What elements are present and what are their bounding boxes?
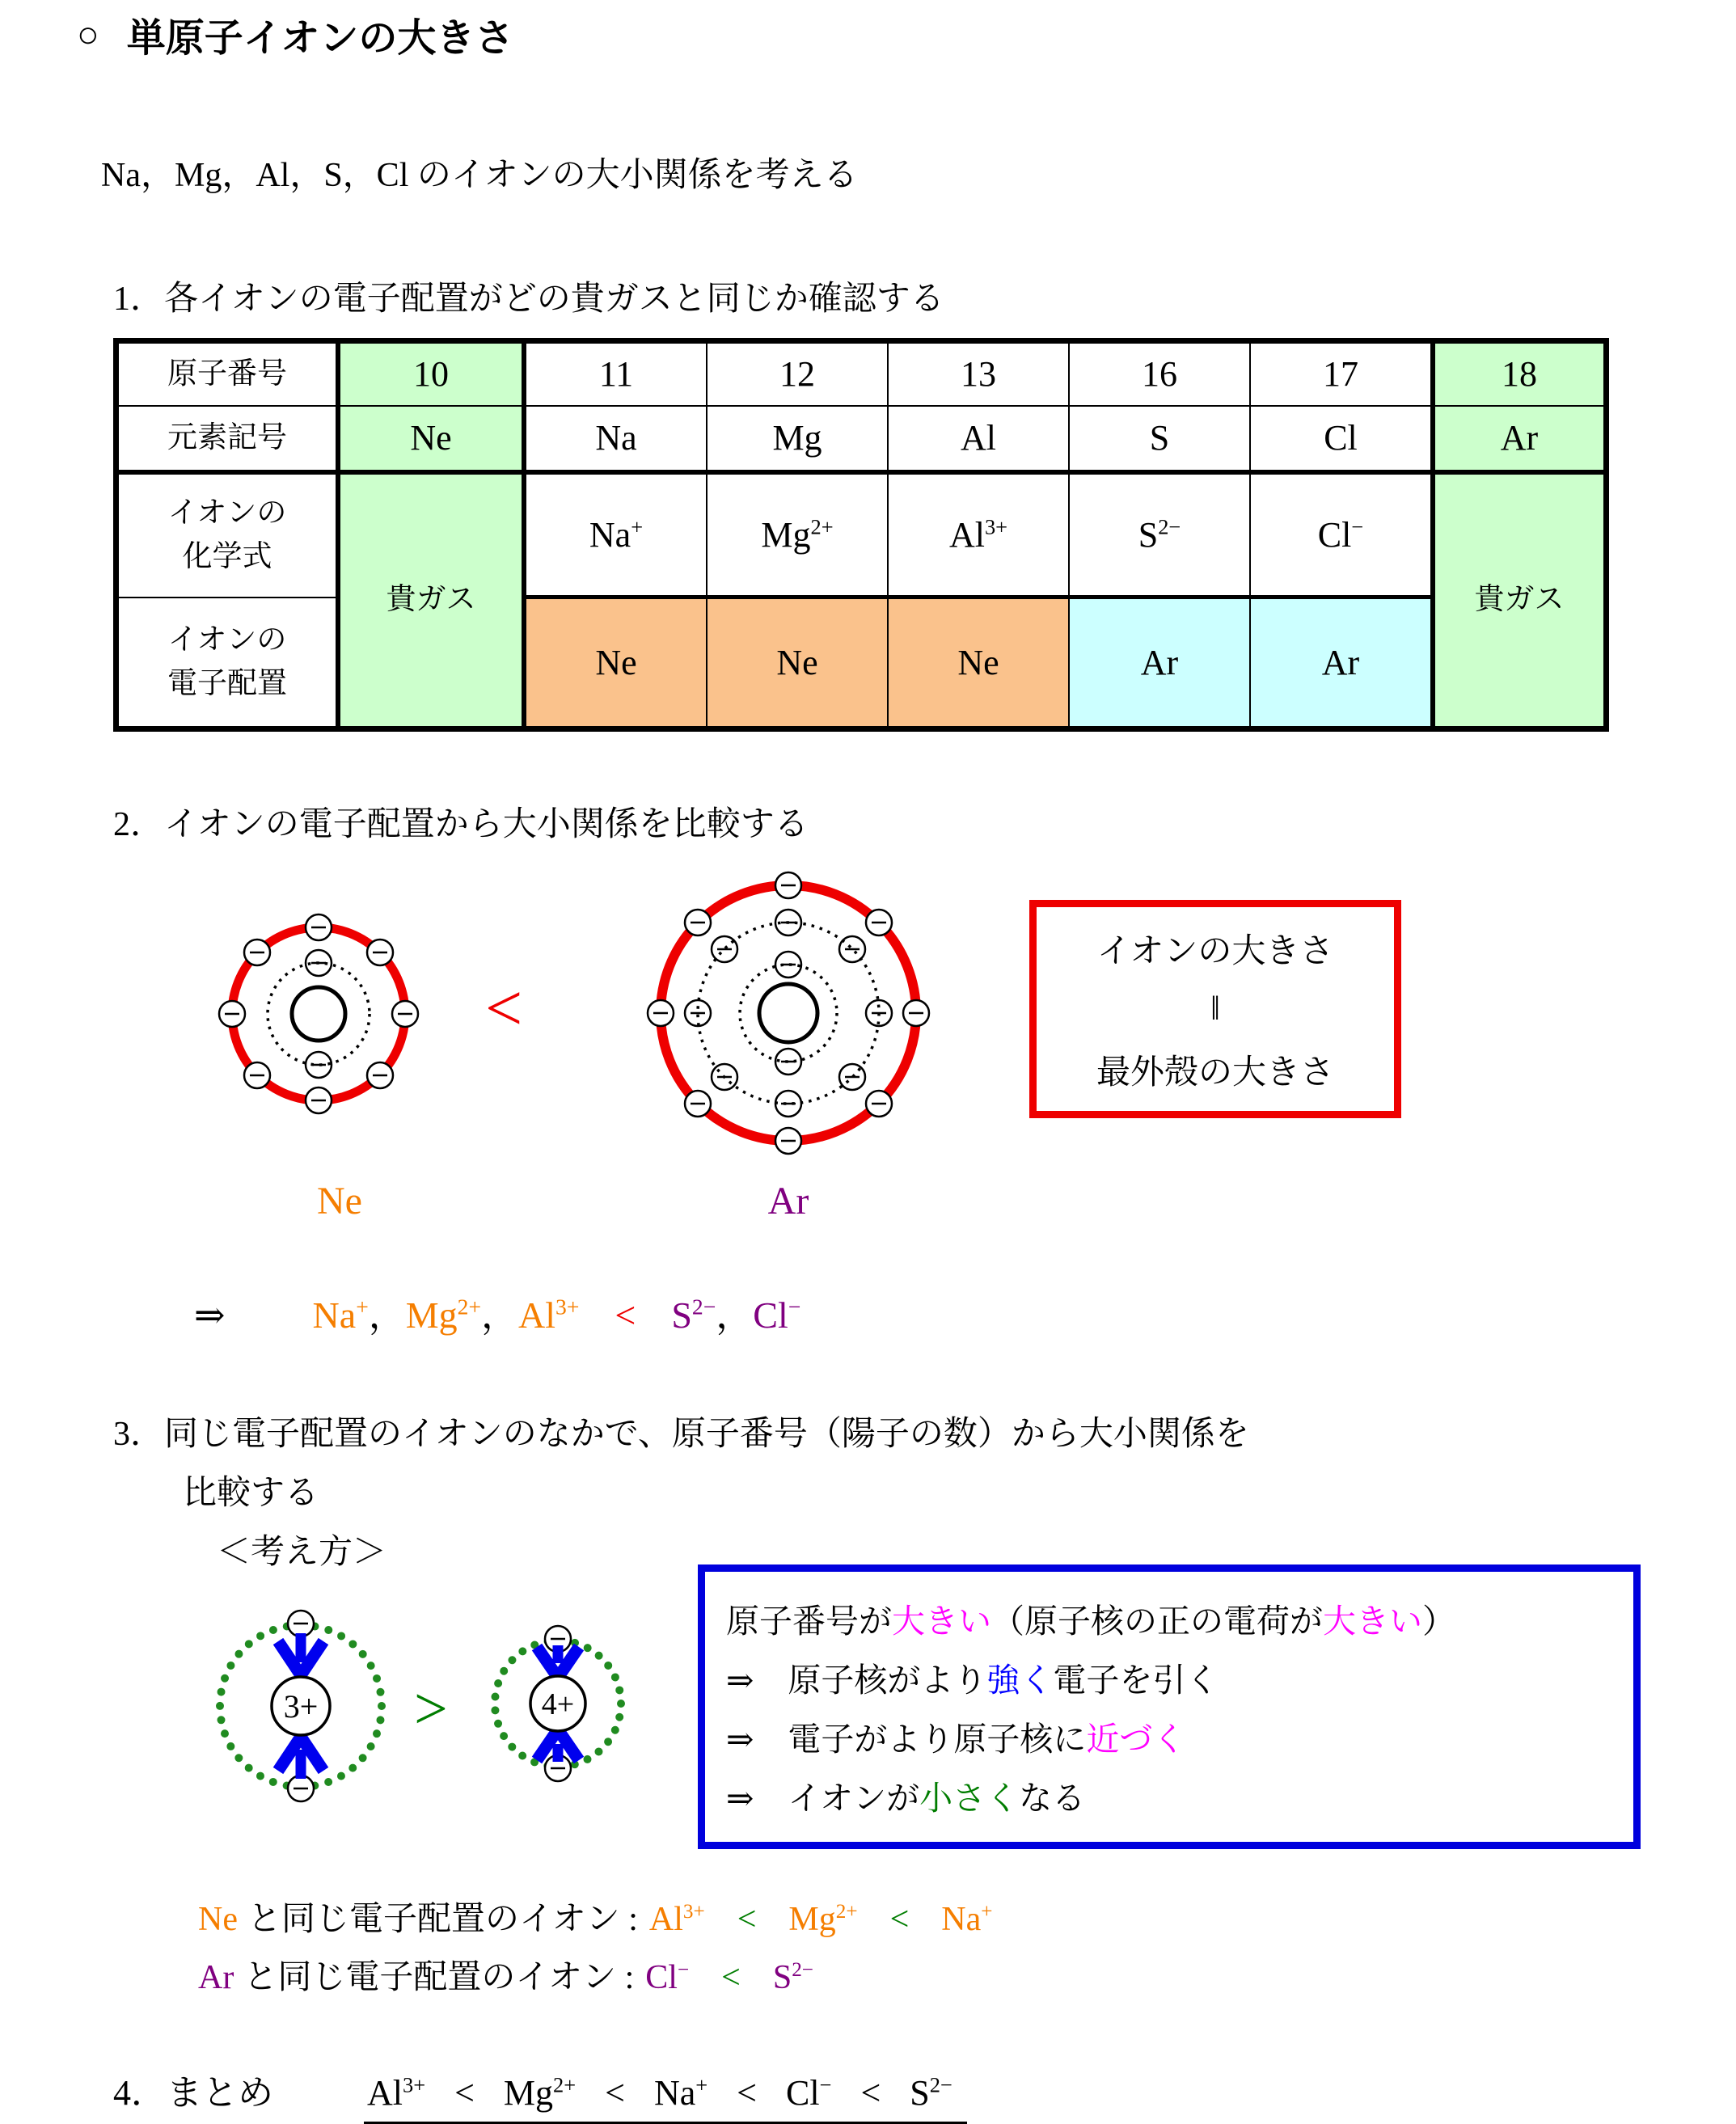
ne-atom-label: Ne [317,1180,362,1222]
atomic-number-cell: 13 [888,341,1069,406]
double-arrow-icon: ⇒ [726,1662,754,1699]
double-arrow-icon: ⇒ [194,1294,226,1336]
page-title-text: 単原子イオンの大きさ [126,17,514,60]
bottom-electron [288,1776,314,1801]
section2-result-line [194,1286,800,1339]
ion-formula-cell: $S^{2-}$ [1069,472,1250,598]
section2-heading: 2．イオンの電子配置から大小関係を比較する [113,806,809,843]
compare-text: と同じ電子配置のイオン : [247,1901,638,1938]
explanation-line-3: ⇒ 電子がより原子核に近づく [726,1721,1186,1758]
ion-electron-configuration-table [113,338,1609,732]
less-than-symbol-red: < [485,971,523,1045]
rule-line-1: イオンの大きさ [1096,933,1334,970]
noble-gas-cell-left: 貴ガス [338,472,524,729]
comma: ， [368,1294,406,1336]
greater-than-symbol-green: > [414,1676,448,1742]
inner-shell-circle [268,963,370,1065]
ion-formula-cell: $Al^{3+}$ [888,472,1069,598]
compare-text: と同じ電子配置のイオン : [243,1959,635,1996]
double-arrow-icon: ⇒ [726,1780,754,1817]
equals-symbol: ‖ [1210,990,1220,1028]
element-symbol-cell: Al [888,406,1069,472]
ion-cl: Cl− [786,2072,832,2113]
ion-mg: $Mg^{2+}$ [788,1901,858,1938]
explanation-line-2: ⇒ 原子核がより強く電子を引く [726,1662,1219,1699]
ion-s: $S^{2-}$ [772,1959,814,1996]
row-label-element-symbol: 元素記号 [116,406,339,472]
element-symbol-cell: Cl [1250,406,1433,472]
summary-label: 4．まとめ [113,2073,273,2113]
comma: ， [481,1294,519,1336]
ar-atom-diagram [635,859,942,1167]
nucleus-circle [759,984,817,1042]
row-label-ion-config: イオンの 電子配置 [116,598,339,729]
element-symbol-cell: Ar [1433,406,1607,472]
ion-mg: $Mg^{2+}$ [405,1294,482,1336]
less-than-symbol-green: < [889,1901,910,1938]
table-row [116,472,1607,598]
circle-bullet-icon: ○ [77,14,99,55]
atomic-number-cell: 11 [524,341,707,406]
ion-config-cell: Ne [707,598,888,729]
table-row [116,341,1607,406]
ion-config-cell: Ne [888,598,1069,729]
ion-formula-cell: Cl− [1250,472,1433,598]
noble-gas-cell-right: 貴ガス [1433,472,1607,729]
row-label-ion-formula: イオンの 化学式 [116,472,339,598]
comma: ， [716,1294,754,1336]
row-label-atomic-number: 原子番号 [116,341,339,406]
element-symbol-cell: Na [524,406,707,472]
explanation-line-4: ⇒ イオンが小さくなる [726,1780,1086,1817]
ion-formula-cell: Na+ [524,472,707,598]
ne-label: Ne [198,1901,238,1938]
page-title [77,6,513,62]
less-than-symbol: < [860,2073,881,2113]
nucleus-circle [292,987,345,1041]
ion-config-cell: Ar [1250,598,1433,729]
ar-label: Ar [198,1959,234,1996]
less-than-symbol: < [454,2073,475,2113]
element-symbol-cell: Ne [338,406,524,472]
ion-cl: Cl− [753,1294,801,1336]
intro-line: Na，Mg，Al，S，Cl のイオンの大小関係を考える [101,157,858,194]
section3-heading-line1: 3．同じ電子配置のイオンのなかで、原子番号（陽子の数）から大小関係を [113,1416,1249,1453]
atomic-number-explanation-box [698,1564,1641,1849]
ion-formula-cell: $Mg^{2+}$ [707,472,888,598]
ion-s: $S^{2-}$ [910,2072,952,2113]
nucleus-charge-label: 4+ [541,1687,575,1721]
atomic-number-cell: 18 [1433,341,1607,406]
less-than-symbol: < [737,2073,757,2113]
section3-heading-line2: 比較する [183,1475,319,1512]
ion-4plus-diagram [469,1598,647,1809]
ion-config-cell: Ne [524,598,707,729]
ion-na: Na+ [653,2072,708,2113]
ne-atom-diagram [197,893,440,1135]
middle-shell-electrons [685,910,892,1117]
inner-shell-circle [740,965,837,1062]
ion-config-cell: Ar [1069,598,1250,729]
atomic-number-cell: 10 [338,341,524,406]
top-electron [288,1611,314,1636]
summary-sequence-underlined [364,2072,967,2124]
section4-summary [113,2063,967,2124]
inner-shell-electrons [306,950,332,1078]
less-than-symbol-green: < [721,1959,741,1996]
less-than-symbol: < [605,2073,625,2113]
atomic-number-cell: 16 [1069,341,1250,406]
rule-line-2: 最外殻の大きさ [1096,1054,1334,1092]
element-symbol-cell: S [1069,406,1250,472]
compare-line-ar [198,1950,813,1999]
less-than-symbol-green: < [737,1901,757,1938]
ion-na: Na+ [312,1294,369,1336]
element-symbol-cell: Mg [707,406,888,472]
explanation-line-1: 原子番号が大きい（原子核の正の電荷が大きい） [726,1603,1455,1640]
atomic-number-cell: 12 [707,341,888,406]
ion-mg: $Mg^{2+}$ [503,2072,577,2113]
ion-3plus-diagram [196,1585,406,1827]
ion-al: $Al^{3+}$ [518,1294,580,1336]
ion-al: $Al^{3+}$ [367,2072,426,2113]
ion-al: $Al^{3+}$ [648,1901,705,1938]
ar-atom-label: Ar [767,1180,809,1222]
nucleus-charge-label: 3+ [283,1688,319,1725]
ion-cl: Cl− [645,1959,690,1996]
atomic-number-cell: 17 [1250,341,1433,406]
compare-line-ne [198,1892,992,1940]
section1-heading: 1．各イオンの電子配置がどの貴ガスと同じか確認する [113,281,944,318]
ion-s: $S^{2-}$ [671,1294,716,1336]
outer-shell-electrons [219,914,418,1113]
double-arrow-icon: ⇒ [726,1721,754,1758]
inner-shell-electrons [775,952,801,1075]
table-row [116,406,1607,472]
section3-subheading: ＜考え方＞ [217,1534,387,1571]
ion-size-rule-box [1029,900,1401,1118]
ion-na: Na+ [941,1901,993,1938]
less-than-symbol-red: < [615,1294,636,1336]
